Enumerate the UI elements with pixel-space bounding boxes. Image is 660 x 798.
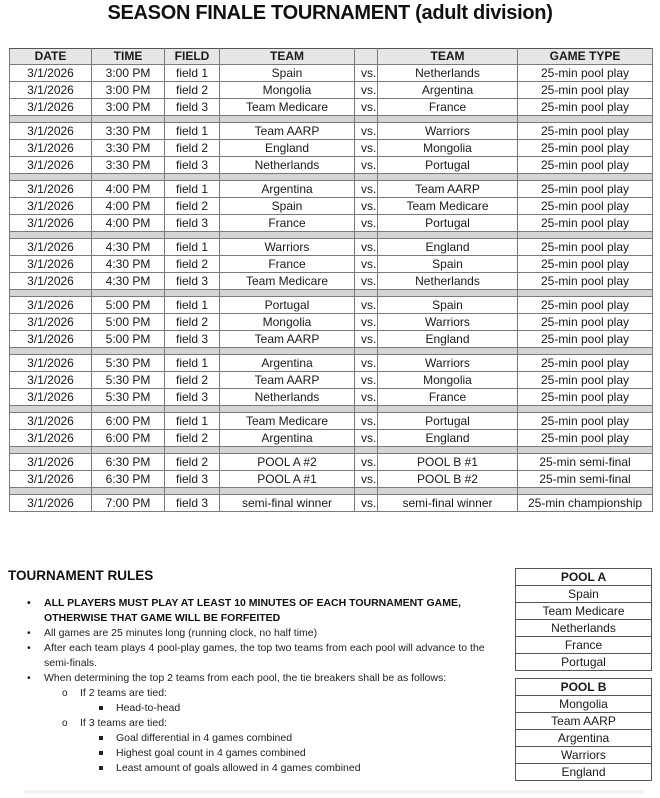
bullet-icon: •: [27, 627, 31, 639]
spacer-row: [10, 174, 653, 181]
cell-date: 3/1/2026: [10, 82, 92, 99]
spacer-cell: [10, 232, 92, 239]
spacer-cell: [10, 348, 92, 355]
game-row: [10, 355, 653, 372]
game-row: [10, 495, 653, 512]
spacer-cell: [92, 116, 165, 123]
schedule-table: [9, 48, 653, 512]
tiebreaker-case: o If 2 teams are tied:: [62, 687, 167, 699]
cell-date: 3/1/2026: [10, 297, 92, 314]
cell-field: field 1: [165, 413, 220, 430]
cell-time: 6:00 PM: [92, 413, 165, 430]
spacer-cell: [378, 488, 518, 495]
cell-team-home: France: [220, 215, 355, 232]
col-header-vs: [355, 49, 378, 65]
cell-game-type: 25-min championship: [518, 495, 653, 512]
pool-team: Argentina: [516, 730, 652, 747]
cell-date: 3/1/2026: [10, 495, 92, 512]
spacer-cell: [165, 116, 220, 123]
cell-game-type: 25-min pool play: [518, 389, 653, 406]
game-row: [10, 181, 653, 198]
cell-vs: vs.: [355, 123, 378, 140]
cell-team-away: Portugal: [378, 157, 518, 174]
tiebreaker-item: Highest goal count in 4 games combined: [0, 746, 500, 761]
spacer-cell: [92, 174, 165, 181]
cell-game-type: 25-min pool play: [518, 355, 653, 372]
cell-field: field 3: [165, 389, 220, 406]
pool-team: Team Medicare: [516, 603, 652, 620]
cell-team-home: Team Medicare: [220, 413, 355, 430]
cell-game-type: 25-min pool play: [518, 239, 653, 256]
cell-vs: vs.: [355, 157, 378, 174]
spacer-cell: [220, 290, 355, 297]
cell-team-away: Netherlands: [378, 273, 518, 290]
cell-team-home: POOL A #2: [220, 454, 355, 471]
cell-time: 5:00 PM: [92, 331, 165, 348]
cell-vs: vs.: [355, 198, 378, 215]
cell-time: 4:00 PM: [92, 181, 165, 198]
game-row: [10, 198, 653, 215]
cell-vs: vs.: [355, 99, 378, 116]
cell-date: 3/1/2026: [10, 198, 92, 215]
cell-time: 3:00 PM: [92, 82, 165, 99]
cell-team-home: Team AARP: [220, 331, 355, 348]
cell-team-away: England: [378, 331, 518, 348]
cell-game-type: 25-min pool play: [518, 413, 653, 430]
cell-time: 4:30 PM: [92, 256, 165, 273]
circle-bullet-icon: o: [62, 718, 68, 729]
spacer-cell: [220, 348, 355, 355]
cell-team-home: Spain: [220, 198, 355, 215]
cell-game-type: 25-min pool play: [518, 314, 653, 331]
cell-team-away: Netherlands: [378, 65, 518, 82]
game-row: [10, 239, 653, 256]
cell-team-home: England: [220, 140, 355, 157]
cell-team-home: Team Medicare: [220, 273, 355, 290]
pool-team: England: [516, 764, 652, 781]
spacer-cell: [92, 348, 165, 355]
cell-team-away: POOL B #1: [378, 454, 518, 471]
col-header-team-home: TEAM: [220, 49, 355, 65]
col-header-field: FIELD: [165, 49, 220, 65]
cell-team-away: Mongolia: [378, 372, 518, 389]
bullet-icon: •: [27, 597, 31, 609]
cell-field: field 1: [165, 65, 220, 82]
cell-date: 3/1/2026: [10, 140, 92, 157]
pool-team: Netherlands: [516, 620, 652, 637]
pool-team: France: [516, 637, 652, 654]
cell-date: 3/1/2026: [10, 314, 92, 331]
cell-date: 3/1/2026: [10, 181, 92, 198]
cell-team-home: Argentina: [220, 355, 355, 372]
cell-field: field 1: [165, 239, 220, 256]
cell-team-away: Argentina: [378, 82, 518, 99]
cell-time: 6:00 PM: [92, 430, 165, 447]
spacer-cell: [518, 174, 653, 181]
col-header-game-type: GAME TYPE: [518, 49, 653, 65]
cell-field: field 2: [165, 454, 220, 471]
cell-date: 3/1/2026: [10, 215, 92, 232]
cell-vs: vs.: [355, 140, 378, 157]
cell-game-type: 25-min pool play: [518, 273, 653, 290]
cell-team-home: Warriors: [220, 239, 355, 256]
cell-date: 3/1/2026: [10, 123, 92, 140]
pool-team: Warriors: [516, 747, 652, 764]
cell-time: 3:00 PM: [92, 65, 165, 82]
game-row: [10, 215, 653, 232]
cell-date: 3/1/2026: [10, 430, 92, 447]
rule-item: • All games are 25 minutes long (running clock, no half time): [27, 627, 318, 639]
cell-game-type: 25-min semi-final: [518, 454, 653, 471]
spacer-cell: [518, 488, 653, 495]
cell-team-away: Spain: [378, 256, 518, 273]
game-row: [10, 314, 653, 331]
spacer-cell: [165, 232, 220, 239]
cell-game-type: 25-min pool play: [518, 140, 653, 157]
cell-time: 5:30 PM: [92, 355, 165, 372]
cell-team-away: Warriors: [378, 123, 518, 140]
game-row: [10, 256, 653, 273]
cell-time: 5:30 PM: [92, 372, 165, 389]
cell-team-home: France: [220, 256, 355, 273]
cell-team-home: Team AARP: [220, 123, 355, 140]
cell-vs: vs.: [355, 273, 378, 290]
game-row: [10, 65, 653, 82]
col-header-time: TIME: [92, 49, 165, 65]
cell-team-home: Argentina: [220, 430, 355, 447]
cell-team-home: Netherlands: [220, 157, 355, 174]
game-row: [10, 471, 653, 488]
page-edge: [24, 790, 644, 794]
spacer-cell: [378, 116, 518, 123]
cell-field: field 3: [165, 471, 220, 488]
game-row: [10, 273, 653, 290]
cell-time: 3:30 PM: [92, 157, 165, 174]
cell-game-type: 25-min pool play: [518, 181, 653, 198]
rules-title: TOURNAMENT RULES: [8, 568, 154, 583]
spacer-cell: [378, 232, 518, 239]
spacer-cell: [378, 406, 518, 413]
cell-team-home: Argentina: [220, 181, 355, 198]
game-row: [10, 430, 653, 447]
cell-time: 3:00 PM: [92, 99, 165, 116]
spacer-cell: [518, 348, 653, 355]
cell-date: 3/1/2026: [10, 471, 92, 488]
cell-date: 3/1/2026: [10, 239, 92, 256]
cell-team-home: Team AARP: [220, 372, 355, 389]
spacer-cell: [10, 406, 92, 413]
rule-item: • After each team plays 4 pool-play games, the top two teams from each pool will advance to the semi-finals.: [27, 642, 485, 669]
cell-field: field 2: [165, 82, 220, 99]
spacer-cell: [165, 174, 220, 181]
pool-team: Portugal: [516, 654, 652, 671]
cell-team-home: Netherlands: [220, 389, 355, 406]
cell-vs: vs.: [355, 372, 378, 389]
cell-game-type: 25-min pool play: [518, 215, 653, 232]
cell-team-home: Spain: [220, 65, 355, 82]
spacer-row: [10, 348, 653, 355]
cell-time: 5:30 PM: [92, 389, 165, 406]
spacer-cell: [165, 488, 220, 495]
cell-time: 5:00 PM: [92, 297, 165, 314]
cell-time: 5:00 PM: [92, 314, 165, 331]
cell-team-away: Spain: [378, 297, 518, 314]
spacer-cell: [355, 447, 378, 454]
cell-team-home: POOL A #1: [220, 471, 355, 488]
spacer-cell: [220, 116, 355, 123]
pool-team: Team AARP: [516, 713, 652, 730]
cell-time: 4:30 PM: [92, 239, 165, 256]
cell-date: 3/1/2026: [10, 273, 92, 290]
cell-field: field 2: [165, 198, 220, 215]
cell-vs: vs.: [355, 355, 378, 372]
cell-field: field 3: [165, 157, 220, 174]
square-bullet-icon: [99, 766, 103, 770]
spacer-cell: [165, 406, 220, 413]
spacer-cell: [518, 116, 653, 123]
game-row: [10, 82, 653, 99]
schedule-body: [10, 65, 653, 512]
cell-game-type: 25-min pool play: [518, 372, 653, 389]
pool-a-header: POOL A: [516, 569, 652, 586]
spacer-cell: [92, 447, 165, 454]
cell-vs: vs.: [355, 389, 378, 406]
cell-team-away: POOL B #2: [378, 471, 518, 488]
cell-field: field 1: [165, 181, 220, 198]
spacer-cell: [220, 447, 355, 454]
spacer-cell: [10, 488, 92, 495]
tiebreaker-item: Goal differential in 4 games combined: [0, 731, 500, 746]
spacer-cell: [220, 232, 355, 239]
cell-field: field 3: [165, 495, 220, 512]
cell-vs: vs.: [355, 495, 378, 512]
cell-date: 3/1/2026: [10, 99, 92, 116]
cell-time: 3:30 PM: [92, 140, 165, 157]
spacer-cell: [92, 290, 165, 297]
pool-team: Spain: [516, 586, 652, 603]
cell-team-away: England: [378, 239, 518, 256]
square-bullet-icon: [99, 751, 103, 755]
page-title: SEASON FINALE TOURNAMENT (adult division): [107, 2, 553, 24]
spacer-cell: [378, 174, 518, 181]
bullet-icon: •: [27, 672, 31, 684]
bullet-icon: •: [27, 642, 31, 654]
spacer-cell: [355, 174, 378, 181]
schedule-header-row: [10, 49, 653, 65]
cell-team-away: England: [378, 430, 518, 447]
spacer-cell: [165, 447, 220, 454]
cell-field: field 2: [165, 430, 220, 447]
cell-field: field 3: [165, 215, 220, 232]
square-bullet-icon: [99, 706, 103, 710]
spacer-cell: [355, 232, 378, 239]
cell-vs: vs.: [355, 239, 378, 256]
game-row: [10, 123, 653, 140]
spacer-cell: [10, 290, 92, 297]
circle-bullet-icon: o: [62, 688, 68, 699]
cell-time: 4:00 PM: [92, 215, 165, 232]
cell-team-home: Mongolia: [220, 314, 355, 331]
cell-time: 7:00 PM: [92, 495, 165, 512]
cell-time: 4:30 PM: [92, 273, 165, 290]
cell-team-away: Team Medicare: [378, 198, 518, 215]
pool-a-table: [515, 568, 652, 671]
cell-field: field 2: [165, 140, 220, 157]
spacer-cell: [92, 488, 165, 495]
cell-team-home: Team Medicare: [220, 99, 355, 116]
cell-time: 6:30 PM: [92, 471, 165, 488]
game-row: [10, 157, 653, 174]
game-row: [10, 389, 653, 406]
spacer-row: [10, 488, 653, 495]
cell-team-away: France: [378, 99, 518, 116]
cell-game-type: 25-min pool play: [518, 99, 653, 116]
cell-time: 4:00 PM: [92, 198, 165, 215]
game-row: [10, 140, 653, 157]
cell-team-away: France: [378, 389, 518, 406]
spacer-cell: [220, 406, 355, 413]
spacer-cell: [165, 348, 220, 355]
spacer-cell: [378, 290, 518, 297]
cell-field: field 2: [165, 314, 220, 331]
tiebreaker-item: Least amount of goals allowed in 4 games combined: [0, 761, 500, 776]
cell-field: field 3: [165, 273, 220, 290]
game-row: [10, 454, 653, 471]
spacer-cell: [220, 174, 355, 181]
square-bullet-icon: [99, 736, 103, 740]
cell-team-home: Mongolia: [220, 82, 355, 99]
game-row: [10, 372, 653, 389]
spacer-cell: [165, 290, 220, 297]
tiebreaker-case: o If 3 teams are tied:: [62, 717, 167, 729]
spacer-cell: [10, 174, 92, 181]
cell-date: 3/1/2026: [10, 372, 92, 389]
pool-b-header: POOL B: [516, 679, 652, 696]
cell-time: 3:30 PM: [92, 123, 165, 140]
cell-game-type: 25-min pool play: [518, 256, 653, 273]
spacer-cell: [355, 348, 378, 355]
cell-team-away: Mongolia: [378, 140, 518, 157]
spacer-cell: [355, 290, 378, 297]
cell-date: 3/1/2026: [10, 157, 92, 174]
spacer-cell: [518, 406, 653, 413]
cell-date: 3/1/2026: [10, 413, 92, 430]
cell-time: 6:30 PM: [92, 454, 165, 471]
cell-field: field 2: [165, 372, 220, 389]
cell-team-away: semi-final winner: [378, 495, 518, 512]
cell-game-type: 25-min pool play: [518, 331, 653, 348]
cell-date: 3/1/2026: [10, 65, 92, 82]
spacer-row: [10, 232, 653, 239]
cell-field: field 3: [165, 99, 220, 116]
col-header-team-away: TEAM: [378, 49, 518, 65]
cell-vs: vs.: [355, 82, 378, 99]
game-row: [10, 413, 653, 430]
spacer-cell: [355, 406, 378, 413]
cell-vs: vs.: [355, 314, 378, 331]
rule-item: • ALL PLAYERS MUST PLAY AT LEAST 10 MINUTES OF EACH TOURNAMENT GAME, OTHERWISE THAT GAME WILL BE FORFEITED: [27, 597, 461, 624]
spacer-cell: [518, 232, 653, 239]
cell-team-away: Warriors: [378, 314, 518, 331]
cell-game-type: 25-min pool play: [518, 157, 653, 174]
cell-team-away: Portugal: [378, 413, 518, 430]
game-row: [10, 331, 653, 348]
cell-date: 3/1/2026: [10, 256, 92, 273]
cell-vs: vs.: [355, 256, 378, 273]
spacer-row: [10, 290, 653, 297]
cell-vs: vs.: [355, 413, 378, 430]
cell-game-type: 25-min pool play: [518, 82, 653, 99]
cell-field: field 3: [165, 331, 220, 348]
pool-b-table: [515, 678, 652, 781]
cell-vs: vs.: [355, 215, 378, 232]
spacer-cell: [10, 116, 92, 123]
cell-game-type: 25-min pool play: [518, 65, 653, 82]
cell-team-home: semi-final winner: [220, 495, 355, 512]
cell-field: field 1: [165, 355, 220, 372]
cell-vs: vs.: [355, 454, 378, 471]
cell-vs: vs.: [355, 181, 378, 198]
cell-game-type: 25-min semi-final: [518, 471, 653, 488]
spacer-cell: [355, 488, 378, 495]
pool-team: Mongolia: [516, 696, 652, 713]
cell-date: 3/1/2026: [10, 389, 92, 406]
cell-game-type: 25-min pool play: [518, 198, 653, 215]
cell-game-type: 25-min pool play: [518, 297, 653, 314]
cell-field: field 2: [165, 256, 220, 273]
spacer-row: [10, 406, 653, 413]
tiebreaker-item: Head-to-head: [0, 701, 500, 716]
cell-date: 3/1/2026: [10, 355, 92, 372]
cell-team-away: Portugal: [378, 215, 518, 232]
col-header-date: DATE: [10, 49, 92, 65]
cell-vs: vs.: [355, 65, 378, 82]
spacer-row: [10, 447, 653, 454]
cell-team-away: Team AARP: [378, 181, 518, 198]
cell-date: 3/1/2026: [10, 454, 92, 471]
spacer-cell: [10, 447, 92, 454]
spacer-cell: [355, 116, 378, 123]
cell-date: 3/1/2026: [10, 331, 92, 348]
cell-field: field 1: [165, 297, 220, 314]
spacer-cell: [378, 447, 518, 454]
spacer-cell: [92, 232, 165, 239]
spacer-cell: [518, 290, 653, 297]
cell-vs: vs.: [355, 471, 378, 488]
cell-field: field 1: [165, 123, 220, 140]
rules-list: [0, 596, 500, 776]
cell-vs: vs.: [355, 430, 378, 447]
cell-vs: vs.: [355, 297, 378, 314]
cell-team-home: Portugal: [220, 297, 355, 314]
spacer-cell: [378, 348, 518, 355]
spacer-row: [10, 116, 653, 123]
spacer-cell: [92, 406, 165, 413]
cell-game-type: 25-min pool play: [518, 430, 653, 447]
game-row: [10, 99, 653, 116]
cell-vs: vs.: [355, 331, 378, 348]
cell-team-away: Warriors: [378, 355, 518, 372]
game-row: [10, 297, 653, 314]
rule-item: • When determining the top 2 teams from each pool, the tie breakers shall be as follows:: [27, 672, 447, 684]
spacer-cell: [518, 447, 653, 454]
spacer-cell: [220, 488, 355, 495]
cell-game-type: 25-min pool play: [518, 123, 653, 140]
